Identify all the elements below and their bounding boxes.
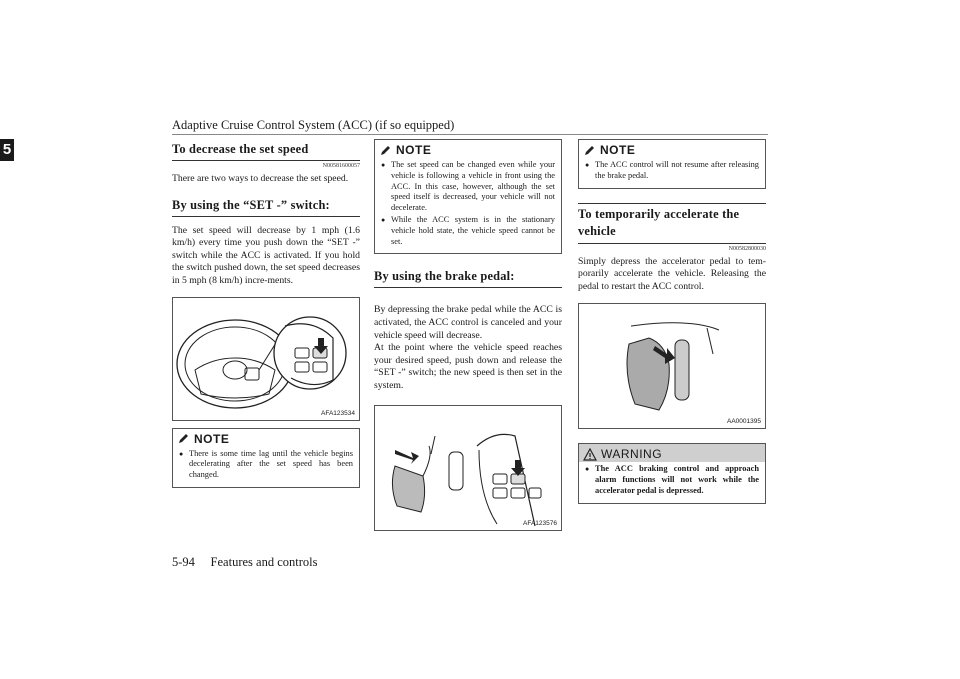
column-3 [578,139,766,504]
warning-label: WARNING [601,447,663,462]
note-box [172,428,360,488]
figure-code: AA0001395 [727,418,761,426]
warning-triangle-icon [583,448,597,461]
accelerator-pedal-figure [578,303,766,429]
heading-decrease-speed: To decrease the set speed [172,139,360,161]
note-list [579,158,765,188]
note-pencil-icon [583,144,596,157]
note-item: ● The ACC control will not resume after releasing the brake pedal. [585,160,759,182]
note-label: NOTE [396,143,432,157]
set-switch-paragraph: The set speed will decrease by 1 mph (1.6 km/h) every time you push down the “SET -” switch while the ACC is activated. If you hold the switch pushed down, the set speed decreases in 5 mph (8 km/h) incre-ments. [172,224,360,286]
note-item: ● While the ACC system is in the stationary vehicle hold state, the vehicle speed cannot be set. [381,215,555,247]
note-box [578,139,766,189]
note-label: NOTE [194,431,230,446]
note-item: ● There is some time lag until the vehicle begins decelerating after the set speed has been changed. [179,449,353,481]
note-header [375,140,561,158]
section-code: N00582800030 [728,245,766,252]
section-code: N00581600057 [322,163,360,169]
accelerator-pedal-illustration [579,304,765,426]
figure-code: AFA123576 [523,519,557,527]
page-number: 5-94 [172,555,195,569]
note-pencil-icon [379,144,392,157]
page-footer [172,555,317,570]
intro-paragraph: There are two ways to decrease the set speed. [172,173,349,184]
running-header: Adaptive Cruise Control System (ACC) (if so equipped) [172,118,455,132]
column-1 [172,139,360,488]
note-list [375,158,561,253]
heading-temporarily-accelerate: To temporarily accelerate the vehicle [578,203,766,244]
brake-pedal-paragraph: By depressing the brake pedal while the ACC is activated, the ACC control is canceled and your vehicle speed will decrease. [374,304,562,341]
note-list [173,447,359,487]
note-box [374,139,562,254]
subheading-set-switch: By using the “SET -” switch: [172,195,360,217]
steering-wheel-illustration [173,298,359,418]
warning-list [579,462,765,502]
note-item: ● The set speed can be changed even while your vehicle is following a vehicle in front using the ACC. In this case, however, although the set speed itself is decreased, your vehicle will not decelerate. [381,160,555,214]
brake-pedal-figure [374,405,562,531]
note-header [579,140,765,158]
brake-pedal-illustration [375,406,561,528]
note-pencil-icon [177,432,190,445]
chapter-tab: 5 [0,139,14,161]
subheading-brake-pedal: By using the brake pedal: [374,266,562,288]
warning-box [578,443,766,503]
accelerate-paragraph: Simply depress the accelerator pedal to tem-porarily accelerate the vehicle. Releasing the pedal to restart the ACC control. [578,255,766,292]
steering-wheel-figure [172,297,360,421]
column-2 [374,139,562,531]
note-label: NOTE [600,143,636,157]
set-new-speed-paragraph: At the point where the vehicle speed reaches your desired speed, push down and release the “SET -” switch; the new speed is then set in the system. [374,342,562,391]
warning-header [579,444,765,462]
note-header [173,429,359,447]
header-rule [172,134,768,135]
warning-item: ● The ACC braking control and approach alarm functions will not work while the accelerator pedal is depressed. [585,464,759,496]
section-name: Features and controls [210,555,318,569]
figure-code: AFA123534 [321,409,355,417]
